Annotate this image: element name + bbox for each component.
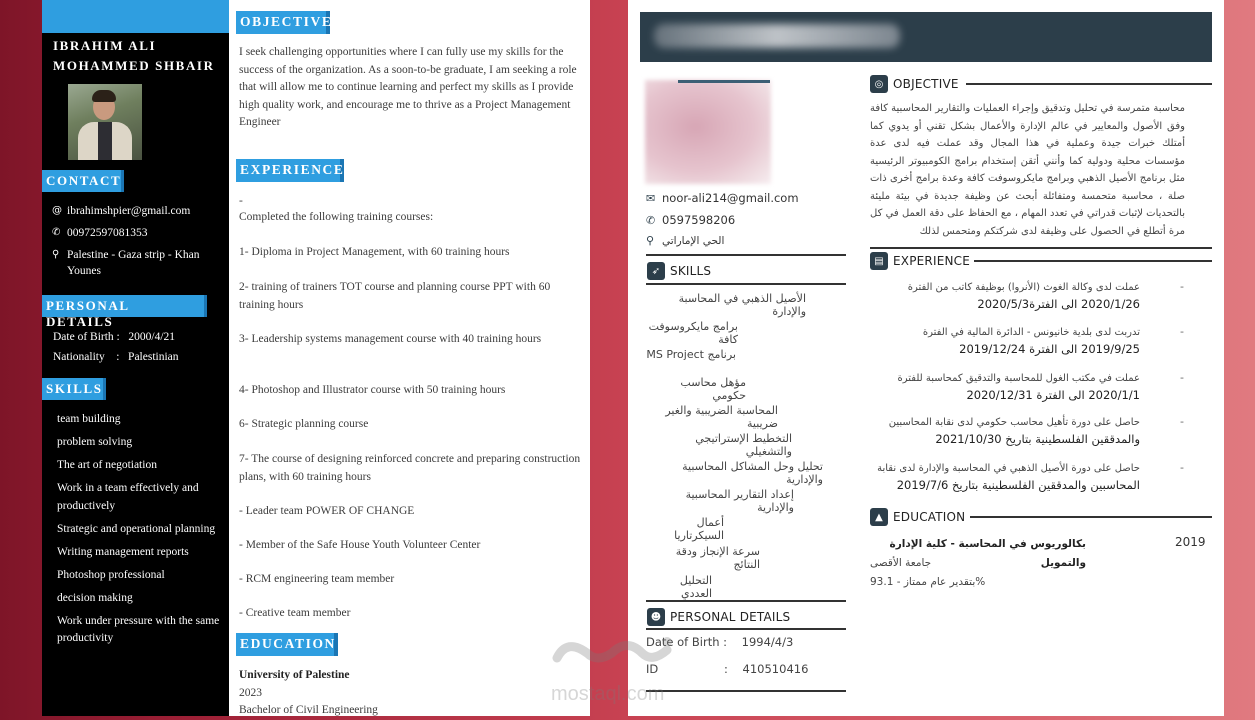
degree-title: بكالوريوس في المحاسبة - كلية الإدارة والتمويل	[889, 538, 1086, 569]
phone-text: 00972597081353	[67, 227, 148, 239]
target-icon: ◎	[870, 75, 888, 93]
experience-date: والمدققين الفلسطينية بتاريخ 2021/10/30	[935, 432, 1140, 446]
resume-left	[42, 0, 590, 716]
address-text: الحي الإماراتي	[662, 234, 725, 247]
education-heading: EDUCATION	[893, 510, 966, 524]
skill-item: برامج مايكروسوفت كافة	[648, 320, 738, 346]
experience-item: - RCM engineering team member	[239, 573, 395, 585]
experience-item: - Leader team POWER OF CHANGE	[239, 505, 415, 517]
experience-date: 2020/1/1 الى الفترة 2020/12/31	[966, 388, 1140, 402]
skill-item: problem solving	[57, 436, 133, 448]
grade: بتقدير عام ممتاز - 93.1%	[870, 576, 986, 588]
bullet-dash: -	[1180, 415, 1184, 428]
skill-item: team building	[57, 413, 121, 425]
divider	[646, 283, 846, 285]
briefcase-icon: ▤	[870, 252, 888, 270]
personal-section-header	[647, 608, 790, 626]
location-pin-icon: ⚲	[52, 249, 60, 260]
skill-item: برنامج MS Project	[646, 348, 736, 361]
education-section-header	[870, 508, 965, 526]
skill-item: Work in a team effectively and productively	[57, 482, 199, 512]
skills-heading: SKILLS	[670, 264, 712, 278]
date-of-birth: Date of Birth : 1994/4/3	[646, 635, 794, 649]
phone-text: 0597598206	[662, 213, 736, 227]
divider	[970, 516, 1212, 518]
experience-title: عملت لدى وكالة الغوث (الأنروا) بوظيفة كاتب من الفترة	[907, 282, 1140, 293]
resume-right	[628, 0, 1224, 716]
user-icon: ☻	[647, 608, 665, 626]
university-name: جامعة الأقصى	[870, 557, 932, 569]
at-icon: @	[52, 205, 62, 216]
graduation-year: 2019	[1175, 535, 1206, 549]
envelope-icon: ✉	[646, 191, 656, 205]
personal-details-list	[53, 327, 229, 367]
experience-heading: EXPERIENCE	[236, 159, 344, 182]
skills-section-header	[647, 262, 711, 280]
objective-text: محاسبة متمرسة في تحليل وتدقيق وإجراء العمليات والتقارير المحاسبية كافة وفق الأصول والمعايير في عالم الإدارة والأعمال بشكل تقني أو يدوي كما أمتلك خبرات جيدة وعملية في هذا المجال وقد عملت فيه لدى عدة مؤسسات محلية ودولية كما وأنني أتقن إستخدام برامج الكومبيوتر الرئيسية مثل برنامج الأصيل الذهبي وبرامج مايكروسوفت كافة وعدة برامج أخرى ذات صلة ، محاسبة متحمسة ومتفائلة أبحث عن وظيفة جديدة في بيئة مليئة بالتحديات لإثبات قدراتي في تعدد المهام ، مع الحفاظ على دقة العمل في كل مرة أتطلع في الحصول على وظيفة لدى شركتكم ومتحمس لذلك	[870, 103, 1185, 237]
graduation-year: 2023	[239, 686, 262, 699]
watermark-text: mostaql.com	[551, 683, 665, 705]
experience-item	[870, 325, 1202, 358]
experience-item: 7- The course of designing reinforced concrete and preparing construction plans, with 60 training hours	[239, 453, 581, 483]
skills-list	[57, 411, 227, 653]
experience-item	[870, 371, 1202, 404]
skill-item: المحاسبة الضريبية والغير ضريبية	[665, 404, 778, 430]
education-heading: EDUCATION	[236, 633, 338, 656]
experience-date: المحاسبين والمدققين الفلسطينية بتاريخ 2019/7/6	[896, 478, 1140, 492]
experience-item: 6- Strategic planning course	[239, 418, 369, 430]
skill-item: The art of negotiation	[57, 459, 157, 471]
experience-section-header	[870, 252, 970, 270]
divider	[966, 83, 1212, 85]
skill-item: Work under pressure with the same productivity	[57, 614, 220, 644]
experience-item: 4- Photoshop and Illustrator course with 50 training hours	[239, 384, 506, 396]
degree-name: Bachelor of Civil Engineering	[239, 704, 378, 716]
skill-item: الأصيل الذهبي في المحاسبة والإدارة	[678, 292, 806, 318]
objective-text: I seek challenging opportunities where I can fully use my skills for the success of the organization. As a soon-to-be graduate, I am seeking a role that will allow me to continue learning and perfect my skills as I provide high quality work, and encourage me to thrive as a Project Management Engineer	[239, 46, 577, 128]
resume-left-sidebar	[42, 0, 229, 716]
experience-title: حاصل على دورة الأصيل الذهبي في المحاسبة والإدارة لدى نقابة	[877, 463, 1140, 474]
rocket-icon: ➶	[647, 262, 665, 280]
experience-item	[870, 415, 1202, 448]
experience-item: 3- Leadership systems management course with 40 training hours	[239, 333, 542, 345]
experience-item: - Creative team member	[239, 607, 351, 619]
profile-photo	[68, 84, 142, 160]
experience-date: 2020/1/26 الى الفترة2020/5/3	[977, 297, 1140, 311]
contact-list	[52, 203, 228, 285]
objective-section-header	[870, 75, 959, 93]
divider	[646, 254, 846, 256]
skill-item: Writing management reports	[57, 545, 189, 558]
bullet-dash: -	[1180, 325, 1184, 338]
skill-item: مؤهل محاسب حكومي	[680, 376, 746, 402]
contact-phone	[52, 225, 228, 241]
skill-item: التخطيط الإستراتيجي والتشغيلي	[695, 432, 792, 458]
header-bar	[640, 12, 1212, 62]
contact-address	[52, 247, 228, 279]
experience-item: Completed the following training courses:	[239, 211, 434, 223]
experience-title: عملت في مكتب الغول للمحاسبة والتدقيق كمحاسبة للفترة	[897, 373, 1140, 384]
divider	[646, 600, 846, 602]
skill-item: Photoshop professional	[57, 568, 165, 581]
blurred-name	[654, 24, 900, 48]
skill-item: Strategic and operational planning	[57, 522, 216, 535]
nationality: Nationality : Palestinian	[53, 351, 179, 363]
bullet-dash: -	[1180, 280, 1184, 293]
phone-icon: ✆	[52, 227, 61, 238]
bullet-dash: -	[1180, 461, 1184, 474]
graduation-cap-icon: ▲	[870, 508, 888, 526]
experience-item: - Member of the Safe House Youth Volunteer Center	[239, 539, 481, 551]
experience-title: حاصل على دورة تأهيل محاسب حكومي لدى نقابة المحاسبين	[888, 417, 1140, 428]
skill-item: التحليل العددي	[679, 574, 712, 600]
skill-item: إعداد التقارير المحاسبية والإدارية	[685, 488, 794, 514]
contact-heading: CONTACT	[42, 170, 124, 192]
contact-address	[646, 234, 846, 247]
bullet-dash: -	[1180, 371, 1184, 384]
experience-item: 1- Diploma in Project Management, with 60 training hours	[239, 246, 510, 258]
contact-phone	[646, 213, 846, 227]
skill-item: أعمال السيكرتاريا	[674, 516, 724, 542]
photo-accent-line	[678, 80, 770, 83]
experience-title: تدربت لدى بلدية خانيونس - الدائرة المالية في الفترة	[922, 327, 1140, 338]
objective-heading: OBJECTIVE	[236, 11, 330, 34]
personal-details-heading: PERSONAL DETAILS	[670, 610, 791, 624]
resume-left-main	[236, 0, 586, 716]
objective-heading: OBJECTIVE	[893, 77, 959, 91]
sidebar-top-bar	[42, 0, 229, 33]
experience-item	[870, 461, 1202, 494]
id-number: ID : 410510416	[646, 662, 809, 676]
skill-item: سرعة الإنجاز ودقة النتائج	[675, 545, 760, 571]
divider	[646, 628, 846, 630]
skill-item: decision making	[57, 591, 133, 604]
email-text: noor-ali214@gmail.com	[662, 191, 799, 205]
location-pin-icon: ⚲	[646, 234, 655, 247]
experience-item: -	[239, 195, 243, 207]
university-name: University of Palestine	[239, 669, 350, 681]
education-block	[239, 667, 579, 716]
date-of-birth: Date of Birth : 2000/4/21	[53, 331, 176, 343]
divider	[974, 260, 1212, 262]
phone-icon: ✆	[646, 213, 656, 227]
divider	[646, 690, 846, 692]
experience-item	[870, 280, 1202, 313]
blurred-profile-photo	[645, 80, 771, 184]
experience-date: 2019/9/25 الى الفترة 2019/12/24	[959, 342, 1140, 356]
email-text: ibrahimshpier@gmail.com	[67, 205, 191, 217]
skill-item: تحليل وحل المشاكل المحاسبية والإدارية	[682, 460, 823, 486]
experience-item: 2- training of trainers TOT course and planning course PPT with 60 training hours	[239, 281, 551, 311]
skills-heading: SKILLS	[42, 378, 106, 400]
divider	[870, 247, 1212, 249]
contact-email	[52, 203, 228, 219]
personal-details-heading: PERSONAL DETAILS	[42, 295, 207, 317]
address-text: Palestine - Gaza strip - Khan Younes	[67, 249, 200, 277]
contact-email	[646, 191, 846, 205]
candidate-name: IBRAHIM ALI MOHAMMED SHBAIR	[53, 38, 215, 73]
experience-heading: EXPERIENCE	[893, 254, 971, 268]
